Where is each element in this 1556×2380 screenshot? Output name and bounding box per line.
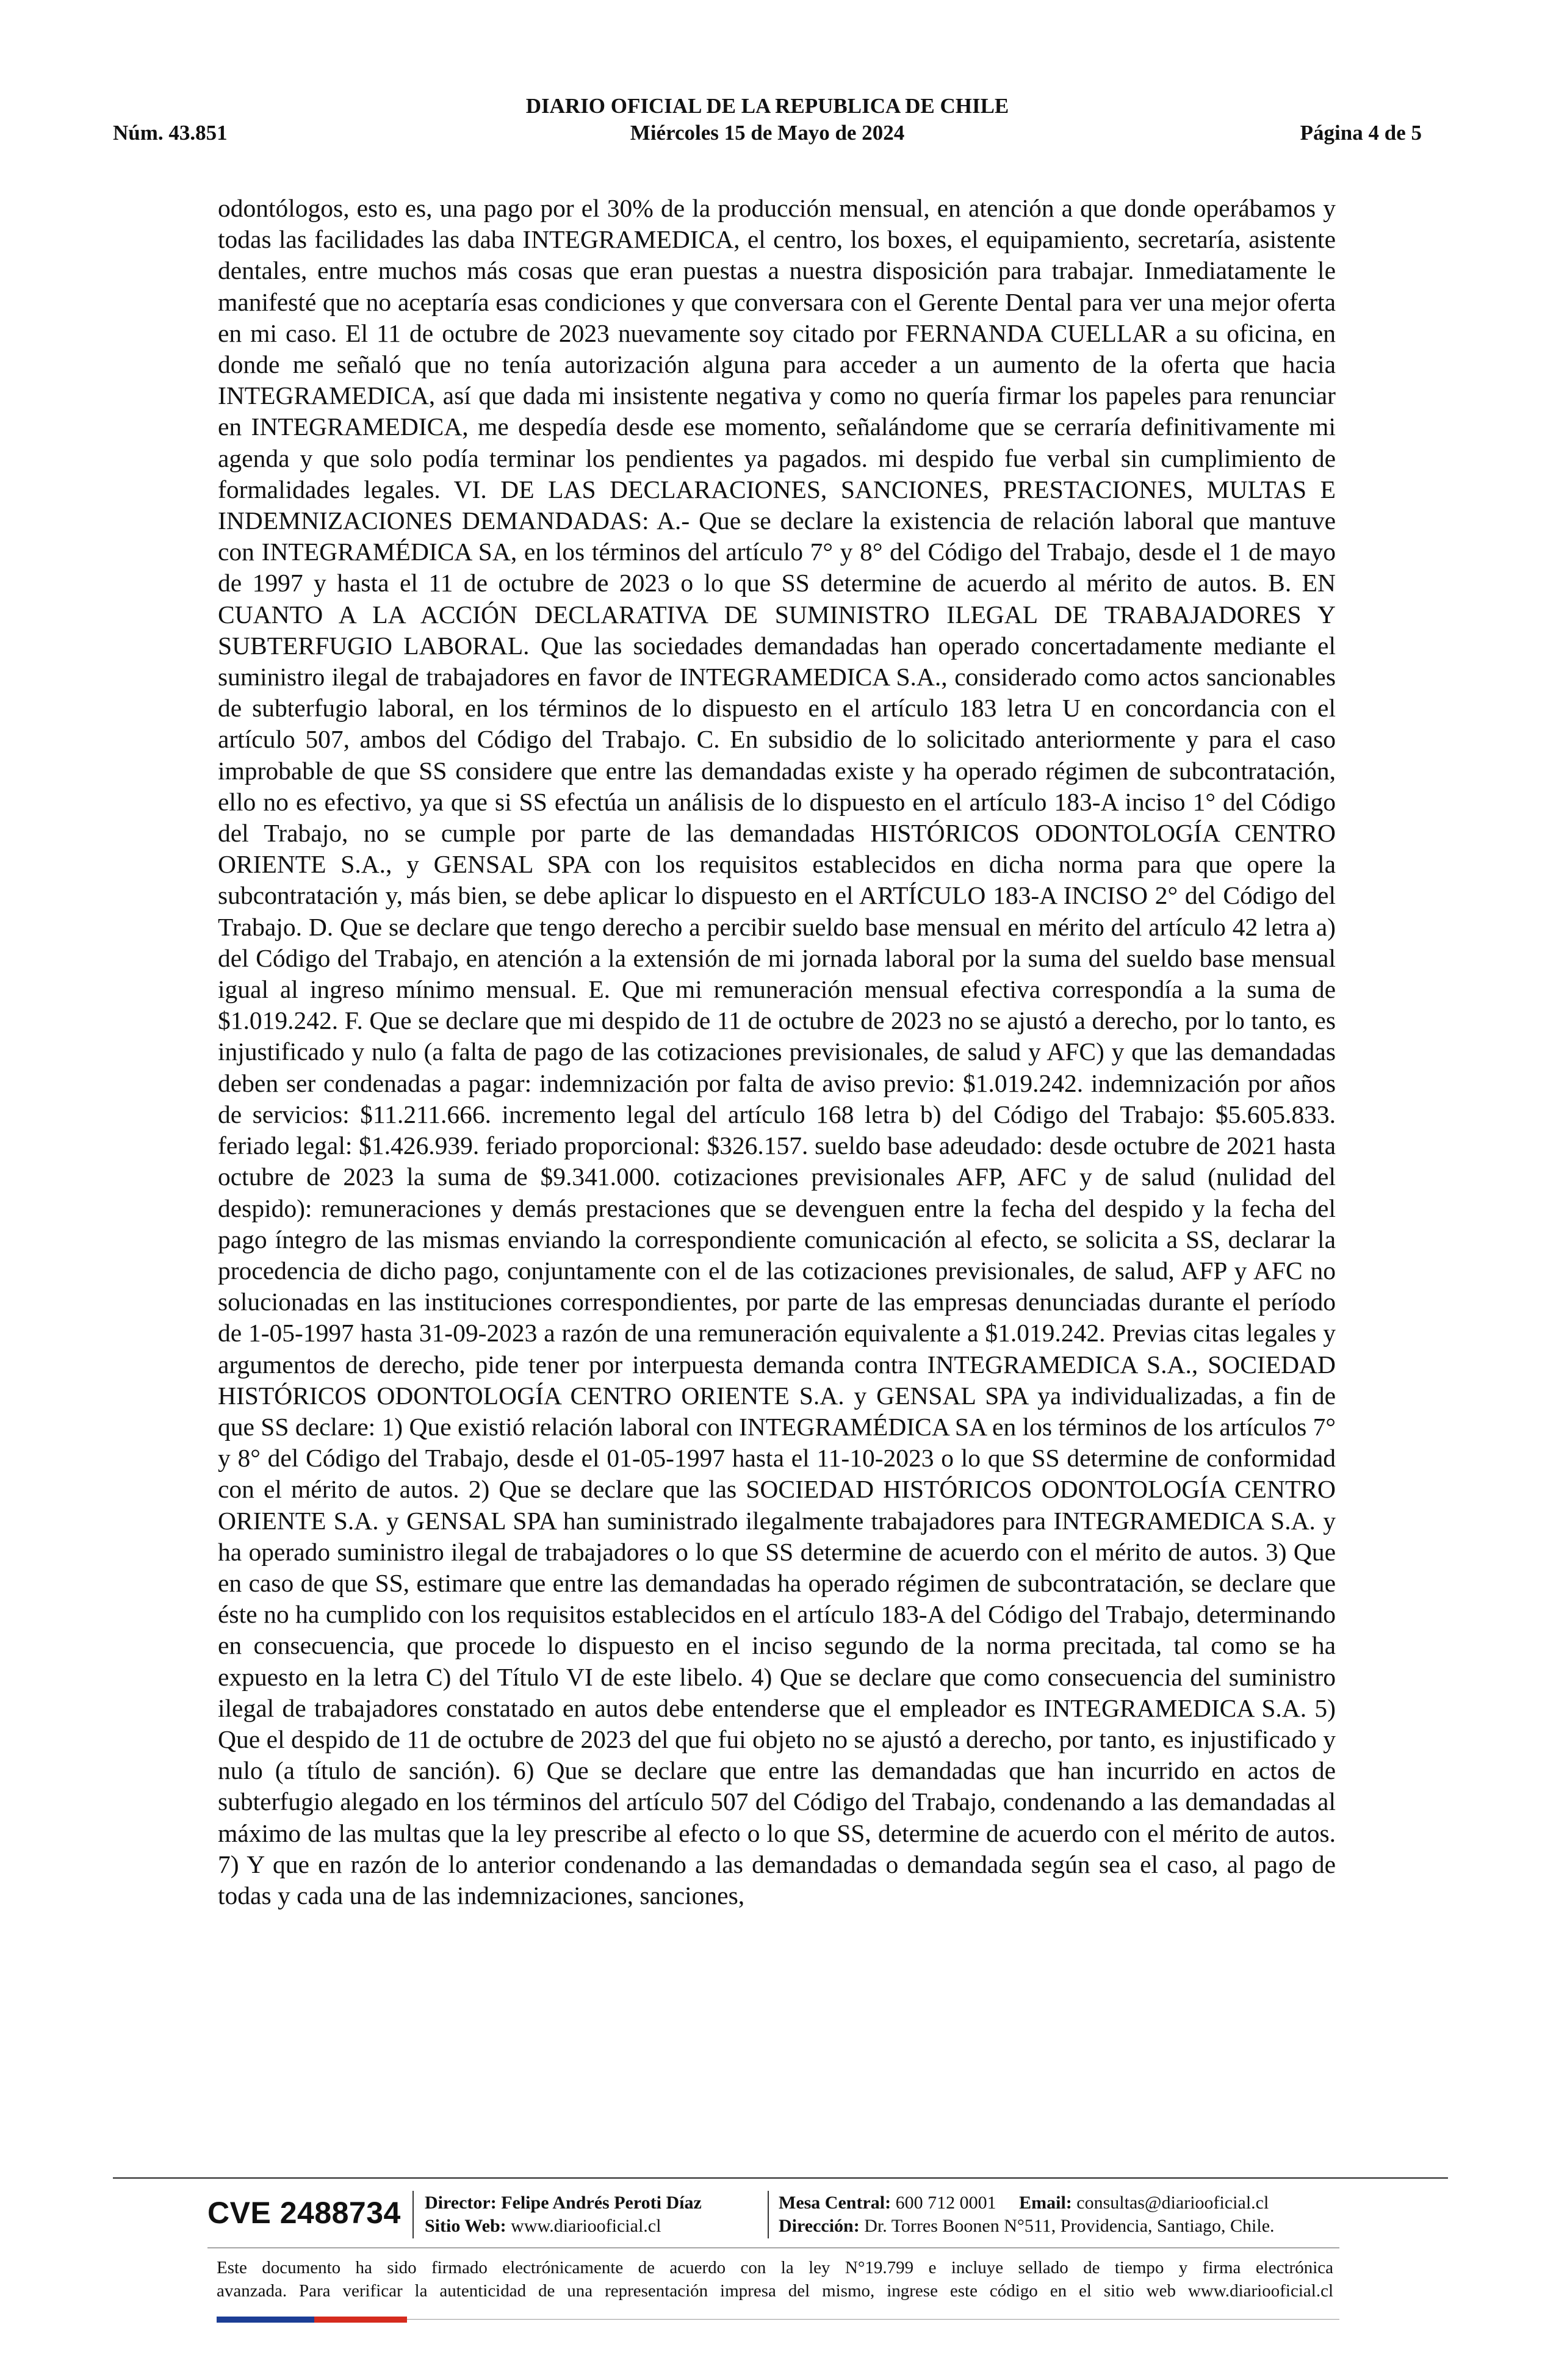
director-name: Felipe Andrés Peroti Díaz	[501, 2193, 702, 2213]
page-header	[113, 93, 1422, 149]
director-line	[425, 2191, 702, 2215]
body-text: odontólogos, esto es, una pago por el 30% de la producción mensual, en atención a que donde operábamos y todas las facilidades las daba INTEGRAMEDICA, el centro, los boxes, el equipamiento, secretaría, asistente dentales, entre muchos más cosas que eran puestas a nuestra disposición para trabajar. Inmediatamente le manifesté que no aceptaría esas condiciones y que conversara con el Gerente Dental para ver una mejor oferta en mi caso. El 11 de octubre de 2023 nuevamente soy citado por FERNANDA CUELLAR a su oficina, en donde me señaló que no tenía autorización alguna para acceder a un aumento de la oferta que hacia INTEGRAMEDICA, así que dada mi insistente negativa y como no quería firmar los papeles para renunciar en INTEGRAMEDICA, me despedía desde ese momento, señalándome que se cerraría definitivamente mi agenda y que solo podía terminar los pendientes ya pagados. mi despido fue verbal sin cumplimiento de formalidades legales. VI. DE LAS DECLARACIONES, SANCIONES, PRESTACIONES, MULTAS E INDEMNIZACIONES DEMANDADAS: A.- Que se declare la existencia de relación laboral que mantuve con INTEGRAMÉDICA SA, en los términos del artículo 7° y 8° del Código del Trabajo, desde el 1 de mayo de 1997 y hasta el 11 de octubre de 2023 o lo que SS determine de acuerdo al mérito de autos. B. EN CUANTO A LA ACCIÓN DECLARATIVA DE SUMINISTRO ILEGAL DE TRABAJADORES Y SUBTERFUGIO LABORAL. Que las sociedades demandadas han operado concertadamente mediante el suministro ilegal de trabajadores en favor de INTEGRAMEDICA S.A., considerado como actos sancionables de subterfugio laboral, en los términos de lo dispuesto en el artículo 183 letra U en concordancia con el artículo 507, ambos del Código del Trabajo. C. En subsidio de lo solicitado anteriormente y para el caso improbable de que SS considere que entre las demandadas existe y ha operado régimen de subcontratación, ello no es efectivo, ya que si SS efectúa un análisis de lo dispuesto en el artículo 183-A inciso 1° del Código del Trabajo, no se cumple por parte de las demandadas HISTÓRICOS ODONTOLOGÍA CENTRO ORIENTE S.A., y GENSAL SPA con los requisitos establecidos en dicha norma para que opere la subcontratación y, más bien, se debe aplicar lo dispuesto en el ARTÍCULO 183-A INCISO 2° del Código del Trabajo. D. Que se declare que tengo derecho a percibir sueldo base mensual en mérito del artículo 42 letra a) del Código del Trabajo, en atención a la extensión de mi jornada laboral por la suma del sueldo base mensual igual al ingreso mínimo mensual. E. Que mi remuneración mensual efectiva correspondía a la suma de $1.019.242. F. Que se declare que mi despido de 11 de octubre de 2023 no se ajustó a derecho, por lo tanto, es injustificado y nulo (a falta de pago de las cotizaciones previsionales, de salud y AFC) y que las demandadas deben ser condenadas a pagar: indemnización por falta de aviso previo: $1.019.242. indemnización por años de servicios: $11.211.666. incremento legal del artículo 168 letra b) del Código del Trabajo: $5.605.833. feriado legal: $1.426.939. feriado proporcional: $326.157. sueldo base adeudado: desde octubre de 2021 hasta octubre de 2023 la suma de $9.341.000. cotizaciones previsionales AFP, AFC y de salud (nulidad del despido): remuneraciones y demás prestaciones que se devenguen entre la fecha del despido y la fecha del pago íntegro de las mismas enviando la correspondiente comunicación al efecto, se solicita a SS, declarar la procedencia de dicho pago, conjuntamente con el de las cotizaciones previsionales, de salud, AFP y AFC no solucionadas en las instituciones correspondientes, por parte de las empresas denunciadas durante el período de 1-05-1997 hasta 31-09-2023 a razón de una remuneración equivalente a $1.019.242. Previas citas legales y argumentos de derecho, pide tener por interpuesta demanda contra INTEGRAMEDICA S.A., SOCIEDAD HISTÓRICOS ODONTOLOGÍA CENTRO ORIENTE S.A. y GENSAL SPA ya individualizadas, a fin de que SS declare: 1) Que existió relación laboral con INTEGRAMÉDICA SA en los términos de los artículos 7° y 8° del Código del Trabajo, desde el 01-05-1997 hasta el 11-10-2023 o lo que SS determine de conformidad con el mérito de autos. 2) Que se declare que las SOCIEDAD HISTÓRICOS ODONTOLOGÍA CENTRO ORIENTE S.A. y GENSAL SPA han suministrado ilegalmente trabajadores para INTEGRAMEDICA S.A. y ha operado suministro ilegal de trabajadores o lo que SS determine de acuerdo con el mérito de autos. 3) Que en caso de que SS, estimare que entre las demandadas ha operado régimen de subcontratación, se declare que éste no ha cumplido con los requisitos establecidos en el artículo 183-A del Código del Trabajo, determinando en consecuencia, que procede lo dispuesto en el inciso segundo de la norma precitada, tal como se ha expuesto en la letra C) del Título VI de este libelo. 4) Que se declare que como consecuencia del suministro ilegal de trabajadores constatado en autos debe entenderse que el empleador es INTEGRAMEDICA S.A. 5) Que el despido de 11 de octubre de 2023 del que fui objeto no se ajustó a derecho, por tanto, es injustificado y nulo (a título de sanción). 6) Que se declare que entre las demandadas que han incurrido en actos de subterfugio alegado en los términos del artículo 507 del Código del Trabajo, condenando a las demandadas al máximo de las multas que la ley prescribe al efecto o lo que SS, determine de acuerdo con el mérito de autos. 7) Y que en razón de lo anterior condenando a las demandadas o demandada según sea el caso, al pago de todas y cada una de las indemnizaciones, sanciones,	[218, 194, 1336, 1909]
footer-bottom-rule	[407, 2319, 1339, 2320]
footer-separator	[412, 2191, 414, 2238]
flag-stripe-red	[314, 2317, 407, 2323]
footer-separator	[768, 2191, 769, 2238]
issue-date: Miércoles 15 de Mayo de 2024	[630, 121, 905, 145]
header-center	[113, 93, 1422, 146]
signature-disclaimer	[217, 2256, 1333, 2302]
issue-number: Núm. 43.851	[113, 121, 228, 145]
website-line	[425, 2215, 661, 2238]
address-line	[779, 2215, 1275, 2238]
address-value: Dr. Torres Boonen N°511, Providencia, Santiago, Chile.	[864, 2216, 1275, 2236]
disclaimer-line: avanzada. Para verificar la autenticidad de una representación impresa del mismo, ingrese este código en el sitio web www.diariooficial.cl	[217, 2281, 1333, 2301]
email-label: Email:	[1019, 2193, 1072, 2213]
flag-stripe-blue	[217, 2317, 314, 2323]
disclaimer-line: Este documento ha sido firmado electrónicamente de acuerdo con la ley N°19.799 e incluye sellado de tiempo y firma electrónica	[217, 2258, 1333, 2277]
contact-line	[779, 2191, 1269, 2215]
website-link[interactable]: www.diariooficial.cl	[511, 2216, 661, 2236]
footer-divider	[113, 2177, 1448, 2179]
phone-label: Mesa Central:	[779, 2193, 891, 2213]
director-label: Director:	[425, 2193, 497, 2213]
email-link[interactable]: consultas@diariooficial.cl	[1076, 2193, 1269, 2213]
website-label: Sitio Web:	[425, 2216, 506, 2236]
address-label: Dirección:	[779, 2216, 860, 2236]
page-number: Página 4 de 5	[1300, 121, 1422, 145]
cve-code: CVE 2488734	[207, 2196, 401, 2230]
publication-title: DIARIO OFICIAL DE LA REPUBLICA DE CHILE	[525, 94, 1009, 118]
phone-value: 600 712 0001	[895, 2193, 996, 2213]
